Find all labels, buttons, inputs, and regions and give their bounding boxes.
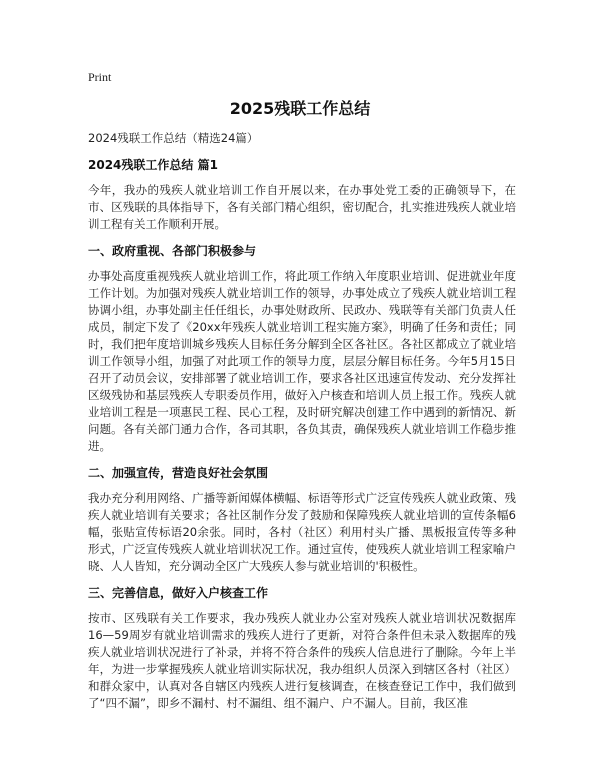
paragraph-2: 我办充分利用网络、广播等新闻媒体横幅、标语等形式广泛宣传残疾人就业政策、残疾人就业培训有关要求；各社区制作分发了鼓励和保障残疾人就业培训的宣传条幅6幅，张贴宣传标语20余张。同时，各村（社区）利用村头广播、黑板报宣传等多种形式，广泛宣传残疾人就业培训状况工作。通过宣传，使残疾人就业培训工程家喻户晓、人人皆知，充分调动全区广大残疾人参与就业培训的'积极性。: [88, 491, 516, 573]
section-heading-3: 三、完善信息，做好入户核查工作: [88, 586, 269, 600]
paragraph-1: 办事处高度重视残疾人就业培训工作，将此项工作纳入年度职业培训、促进就业年度工作计划。为加强对残疾人就业培训工作的领导，办事处成立了残疾人就业培训工程协调小组，办事处副主任任组长，办事处财政所、民政办、残联等有关部门负责人任成员，制定下发了《20xx年残疾人就业培训工程实施方案》，明确了任务和责任；同时，我们把年度培训城乡残疾人目标任务分解到全区各社区。各社区都成立了就业培训工作领导小组，加强了对此项工作的领导力度，层层分解目标任务。今年5月15日召开了动员会议，安排部署了就业培训工作，要求各社区迅速宣传发动、充分发挥社区级残协和基层残疾人专职委员作用，做好入户核查和培训人员上报工作。残疾人就业培训工程是一项惠民工程、民心工程，及时研究解决创建工作中遇到的新情况、新问题。各有关部门通力合作，各司其职，各负其责，确保残疾人就业培训工作稳步推进。: [88, 269, 516, 453]
section-heading-2: 二、加强宣传，营造良好社会氛围: [88, 466, 269, 480]
section-heading-1: 一、政府重视、各部门积极参与: [88, 244, 257, 258]
document-body: [88, 130, 516, 722]
paragraph-intro: 今年，我办的残疾人就业培训工作自开展以来，在办事处党工委的正确领导下，在市、区残联的具体指导下，各有关部门精心组织，密切配合，扎实推进残疾人就业培训工程有关工作顺利开展。: [88, 183, 516, 231]
paragraph-3: 按市、区残联有关工作要求，我办残疾人就业办公室对残疾人就业培训状况数据库16—59周岁有就业培训需求的残疾人进行了更新，对符合条件但未录入数据库的残疾人就业培训状况进行了补录，并将不符合条件的残疾人信息进行了删除。今年上半年，为进一步掌握残疾人就业培训实际状况，我办组织人员深入到辖区各村（社区）和群众家中，认真对各自辖区内残疾人进行复核调查，在核查登记工作中，我们做到了“四不漏”，即乡不漏村、村不漏组、组不漏户、户不漏人。目前，我区准: [88, 611, 516, 710]
page-title: 2025残联工作总结: [229, 99, 371, 118]
document-subtitle: 2024残联工作总结（精选24篇）: [88, 131, 259, 145]
print-label[interactable]: Print: [88, 70, 112, 84]
article-title: 2024残联工作总结 篇1: [88, 158, 218, 172]
